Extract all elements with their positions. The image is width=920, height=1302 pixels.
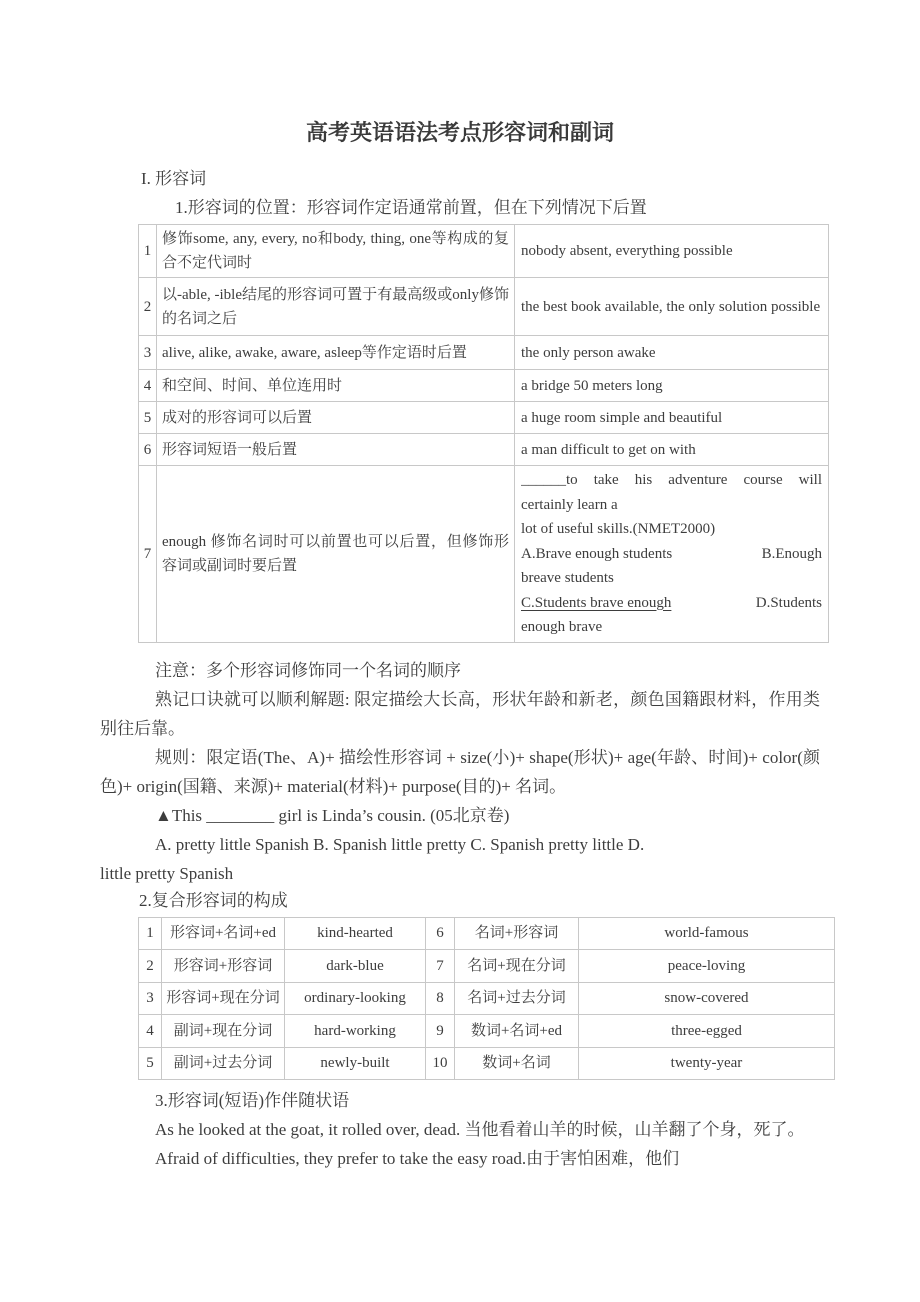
rule-example-cell: a bridge 50 meters long (515, 370, 829, 402)
note-rule-formula: 规则：限定语(The、A)+ 描绘性形容词 + size(小)+ shape(形状)+ age(年龄、时间)+ color(颜色)+ origin(国籍、来源)+ material(材料)+ purpose(目的)+ 名词。 (100, 747, 820, 796)
rule-number-cell: 2 (139, 278, 157, 336)
options-line-cd (521, 591, 822, 616)
subsection-heading-position: 1.形容词的位置：形容词作定语通常前置，但在下列情况下后置 (175, 198, 647, 217)
pattern-example-cell: twenty-year (579, 1047, 835, 1080)
subsection-heading-adverbial: 3.形容词(短语)作伴随状语 (155, 1091, 350, 1110)
rule-number-cell: 4 (139, 370, 157, 402)
rule-example-cell: a huge room simple and beautiful (515, 402, 829, 434)
pattern-cell: 形容词+现在分词 (162, 982, 285, 1015)
rule-number-cell: 1 (139, 225, 157, 278)
rule-example-cell (515, 466, 829, 643)
rule-number-cell: 7 (139, 466, 157, 643)
pattern-number-cell: 2 (139, 950, 162, 983)
rule-example-cell: the only person awake (515, 336, 829, 370)
rule-text-cell: 以-able, -ible结尾的形容词可置于有最高级或only修饰的名词之后 (157, 278, 515, 336)
rule-text-cell: alive, alike, awake, aware, asleep等作定语时后置 (157, 336, 515, 370)
example-goat: As he looked at the goat, it rolled over, dead. 当他看着山羊的时候，山羊翻了个身，死了。 (155, 1120, 805, 1139)
pattern-cell: 形容词+形容词 (162, 950, 285, 983)
pattern-example-cell: ordinary-looking (285, 982, 426, 1015)
compound-adjective-table (138, 917, 835, 1081)
pattern-number-cell: 5 (139, 1047, 162, 1080)
option-c-answer: C.Students brave enough (521, 594, 672, 611)
option-d-continuation: enough brave (521, 619, 603, 635)
question-girl: ▲This ________ girl is Linda’s cousin. (05北京卷) (155, 805, 510, 825)
rule-text-cell: 修饰some, any, every, no和body, thing, one等构成的复合不定代词时 (157, 225, 515, 278)
option-b-continuation: breave students (521, 570, 614, 586)
options-line-1: A. pretty little Spanish B. Spanish little pretty C. Spanish pretty little D. (155, 834, 645, 854)
pattern-example-cell: three-egged (579, 1015, 835, 1048)
rule-example-cell: a man difficult to get on with (515, 434, 829, 466)
table-row (139, 336, 829, 370)
pattern-number-cell: 7 (426, 950, 455, 983)
rule-text-cell: 形容词短语一般后置 (157, 434, 515, 466)
pattern-cell: 数词+名词+ed (455, 1015, 579, 1048)
option-a: A.Brave enough students (521, 545, 673, 562)
options-line-2: little pretty Spanish (100, 863, 234, 883)
rule-number-cell: 5 (139, 402, 157, 434)
pattern-number-cell: 1 (139, 917, 162, 950)
table-row (139, 370, 829, 402)
rule-number-cell: 3 (139, 336, 157, 370)
rule-example-cell: nobody absent, everything possible (515, 225, 829, 278)
options-line-ab (521, 542, 822, 567)
pattern-cell: 数词+名词 (455, 1047, 579, 1080)
section-heading-adjectives: I. 形容词 (141, 169, 207, 188)
note-order: 注意：多个形容词修饰同一个名词的顺序 (155, 660, 461, 680)
subsection-heading-compound: 2.复合形容词的构成 (139, 890, 288, 910)
pattern-number-cell: 8 (426, 982, 455, 1015)
question-stem-line2: certainly learn a (521, 496, 618, 513)
pattern-number-cell: 4 (139, 1015, 162, 1048)
table-row (139, 466, 829, 643)
rule-example-cell: the best book available, the only solution possible (515, 278, 829, 336)
pattern-cell: 副词+过去分词 (162, 1047, 285, 1080)
pattern-cell: 名词+形容词 (455, 917, 579, 950)
pattern-number-cell: 10 (426, 1047, 455, 1080)
table-row (139, 434, 829, 466)
pattern-example-cell: dark-blue (285, 950, 426, 983)
table-row (139, 278, 829, 336)
rule-number-cell: 6 (139, 434, 157, 466)
note-mnemonic: 熟记口诀就可以顺利解题: 限定描绘大长高，形状年龄和新老，颜色国籍跟材料，作用类别往后靠。 (100, 689, 820, 738)
pattern-number-cell: 9 (426, 1015, 455, 1048)
pattern-cell: 副词+现在分词 (162, 1015, 285, 1048)
option-b: B.Enough (761, 545, 822, 562)
table-row (139, 402, 829, 434)
table-row (139, 1015, 835, 1048)
table-row (139, 982, 835, 1015)
position-rules-table (138, 224, 829, 643)
rule-text-cell: enough 修饰名词时可以前置也可以后置，但修饰形容词或副词时要后置 (157, 466, 515, 643)
table-row (139, 1047, 835, 1080)
pattern-cell: 名词+现在分词 (455, 950, 579, 983)
pattern-example-cell: peace-loving (579, 950, 835, 983)
rule-text-cell: 和空间、时间、单位连用时 (157, 370, 515, 402)
page-title: 高考英语语法考点形容词和副词 (305, 120, 614, 145)
pattern-example-cell: snow-covered (579, 982, 835, 1015)
pattern-example-cell: hard-working (285, 1015, 426, 1048)
question-stem-line1: ______to take his adventure course will (521, 472, 822, 488)
example-afraid: Afraid of difficulties, they prefer to take the easy road.由于害怕困难，他们 (155, 1149, 680, 1168)
option-d: D.Students (755, 594, 822, 611)
table-row (139, 225, 829, 278)
pattern-cell: 名词+过去分词 (455, 982, 579, 1015)
question-stem-line3: lot of useful skills.(NMET2000) (521, 521, 716, 537)
pattern-number-cell: 3 (139, 982, 162, 1015)
pattern-example-cell: kind-hearted (285, 917, 426, 950)
pattern-example-cell: world-famous (579, 917, 835, 950)
table-row (139, 917, 835, 950)
rule-text-cell: 成对的形容词可以后置 (157, 402, 515, 434)
table-row (139, 950, 835, 983)
pattern-example-cell: newly-built (285, 1047, 426, 1080)
pattern-cell: 形容词+名词+ed (162, 917, 285, 950)
question-girl-options (100, 830, 820, 888)
pattern-number-cell: 6 (426, 917, 455, 950)
